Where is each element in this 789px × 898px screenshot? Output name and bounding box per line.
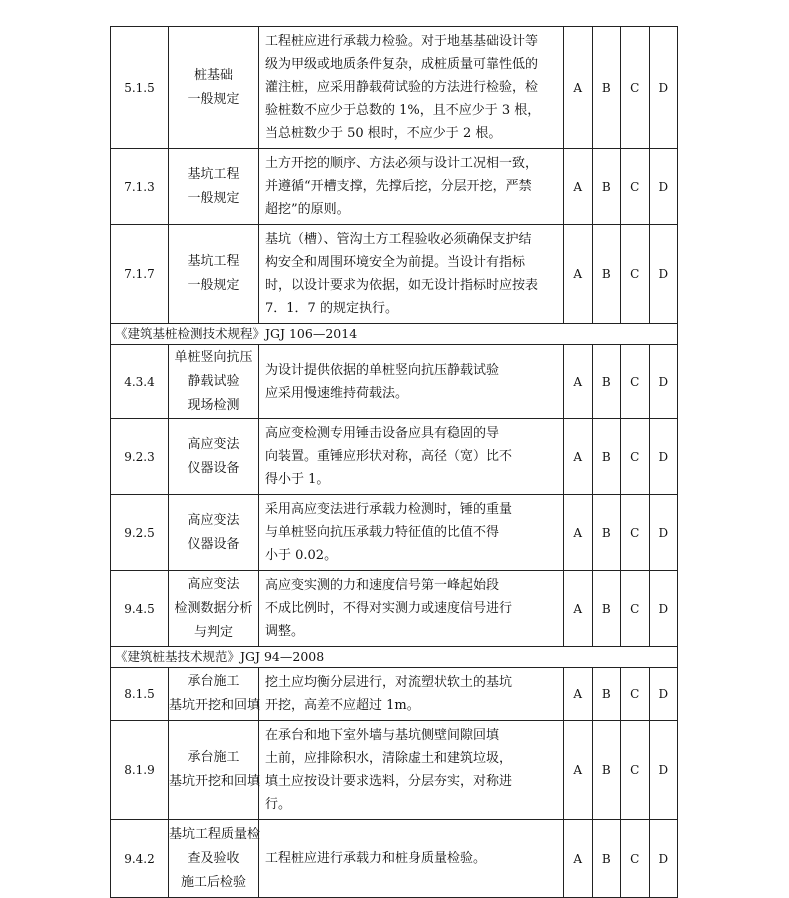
category-line: 承台施工 [187,750,240,765]
category-line: 高应变法 [187,576,240,592]
requirement-line: 高应变实测的力和速度信号第一峰起始段 [265,578,500,593]
requirement-line: 开挖，高差不应超过 1m。 [265,698,420,713]
requirement-text [259,721,564,820]
category-line: 仪器设备 [187,536,240,552]
clause-number: 4.3.4 [111,345,169,419]
requirement-text [259,419,564,495]
category-cell [169,820,259,898]
category-cell [169,495,259,571]
requirement-text [259,495,564,571]
grade-option-b[interactable]: B [592,149,621,225]
grade-option-a[interactable]: A [564,721,593,820]
category-cell [169,571,259,647]
grade-option-b[interactable]: B [592,419,621,495]
category-cell [169,27,259,149]
requirement-line: 向装置。重锤应形状对称，高径（宽）比不 [265,449,513,464]
requirement-line: 小于 0.02。 [265,548,338,563]
grade-option-b[interactable]: B [592,721,621,820]
requirement-text [259,27,564,149]
requirement-line: 高应变检测专用锤击设备应具有稳固的导 [265,426,500,441]
requirement-line: 工程桩应进行承载力和桩身质量检验。 [265,851,487,866]
clause-number: 9.2.5 [111,495,169,571]
category-line: 静载试验 [187,373,240,389]
grade-option-b[interactable]: B [592,820,621,898]
requirement-text [259,668,564,721]
requirement-line: 得小于 1。 [265,472,330,487]
grade-option-a[interactable]: A [564,668,593,721]
clause-number: 9.2.3 [111,419,169,495]
category-line: 现场检测 [187,397,240,413]
clause-number: 9.4.2 [111,820,169,898]
section-title: 《建筑桩基技术规范》JGJ 94—2008 [111,647,678,668]
grade-option-a[interactable]: A [564,495,593,571]
requirement-text [259,149,564,225]
clause-number: 5.1.5 [111,27,169,149]
requirement-line: 土方开挖的顺序、方法必须与设计工况相一致， [265,156,539,171]
grade-option-b[interactable]: B [592,668,621,721]
table-row [111,345,678,419]
table-body [111,27,678,898]
category-line: 一般规定 [187,91,240,107]
requirement-line: 灌注桩，应采用静载荷试验的方法进行检验，检 [265,80,539,95]
category-line: 与判定 [193,624,233,640]
standards-table [110,26,678,898]
section-header-row [111,647,678,668]
requirement-line: 在承台和地下室外墙与基坑侧壁间隙回填 [265,728,500,743]
requirement-line: 并遵循“开槽支撑，先撑后挖，分层开挖，严禁 [265,179,532,194]
requirement-line: 构安全和周围环境安全为前提。当设计有指标 [265,255,526,270]
category-cell [169,668,259,721]
grade-option-a[interactable]: A [564,225,593,324]
table-row [111,820,678,898]
grade-option-c[interactable]: C [621,571,650,647]
grade-option-b[interactable]: B [592,225,621,324]
requirement-line: 验桩数不应少于总数的 1%，且不应少于 3 根， [265,103,541,118]
requirement-text [259,820,564,898]
requirement-text [259,225,564,324]
grade-option-a[interactable]: A [564,820,593,898]
table-row [111,571,678,647]
grade-option-b[interactable]: B [592,27,621,149]
requirement-line: 7．1．7 的规定执行。 [265,301,398,316]
grade-option-a[interactable]: A [564,149,593,225]
grade-option-c[interactable]: C [621,225,650,324]
clause-number: 8.1.5 [111,668,169,721]
grade-option-b[interactable]: B [592,345,621,419]
requirement-line: 土前，应排除积水，清除虚土和建筑垃圾， [265,751,513,766]
category-cell [169,149,259,225]
category-line: 桩基础 [193,67,233,83]
grade-option-c[interactable]: C [621,27,650,149]
category-line: 查及验收 [187,850,240,866]
grade-option-c[interactable]: C [621,419,650,495]
grade-option-d[interactable]: D [649,668,678,721]
requirement-line: 填土应按设计要求选料，分层夯实，对称进 [265,774,513,789]
grade-option-b[interactable]: B [592,495,621,571]
table-row [111,721,678,820]
requirement-line: 超挖”的原则。 [265,202,350,217]
grade-option-a[interactable]: A [564,419,593,495]
category-line: 基坑工程 [187,166,240,182]
grade-option-a[interactable]: A [564,345,593,419]
clause-number: 7.1.3 [111,149,169,225]
category-line: 检测数据分析 [174,600,253,616]
requirement-line: 基坑（槽）、管沟土方工程验收必须确保支护结 [265,232,532,247]
table-row [111,27,678,149]
table-row [111,668,678,721]
grade-option-c[interactable]: C [621,820,650,898]
grade-option-c[interactable]: C [621,495,650,571]
requirement-line: 为设计提供依据的单桩竖向抗压静载试验 [265,362,500,378]
category-line: 基坑开挖和回填 [169,698,261,713]
category-line: 基坑工程质量检 [169,826,261,842]
grade-option-c[interactable]: C [621,149,650,225]
grade-option-d[interactable]: D [649,345,678,419]
grade-option-d[interactable]: D [649,571,678,647]
grade-option-d[interactable]: D [649,721,678,820]
category-line: 高应变法 [187,512,240,528]
table-row [111,149,678,225]
table-row [111,495,678,571]
requirement-line: 当总桩数少于 50 根时，不应少于 2 根。 [265,126,502,141]
requirement-line: 挖土应均衡分层进行，对流塑状软土的基坑 [265,675,513,690]
grade-option-d[interactable]: D [649,820,678,898]
requirement-text [259,345,564,419]
clause-number: 8.1.9 [111,721,169,820]
requirement-line: 应采用慢速维持荷载法。 [265,385,409,401]
grade-option-a[interactable]: A [564,571,593,647]
clause-number: 9.4.5 [111,571,169,647]
category-cell [169,345,259,419]
category-line: 仪器设备 [187,460,240,476]
requirement-line: 调整。 [265,624,305,639]
requirement-line: 行。 [265,797,292,812]
requirement-text [259,571,564,647]
requirement-line: 级为甲级或地质条件复杂，成桩质量可靠性低的 [265,57,539,72]
table-row [111,419,678,495]
grade-option-d[interactable]: D [649,495,678,571]
requirement-line: 不成比例时，不得对实测力或速度信号进行 [265,601,513,616]
category-line: 一般规定 [187,190,240,206]
category-cell [169,721,259,820]
section-header-row [111,324,678,345]
category-line: 一般规定 [187,278,240,293]
table-row [111,225,678,324]
grade-option-b[interactable]: B [592,571,621,647]
category-line: 基坑工程 [187,254,240,269]
category-line: 高应变法 [187,436,240,452]
grade-option-d[interactable]: D [649,419,678,495]
section-title: 《建筑基桩检测技术规程》JGJ 106—2014 [111,324,678,345]
grade-option-d[interactable]: D [649,149,678,225]
grade-option-c[interactable]: C [621,721,650,820]
grade-option-a[interactable]: A [564,27,593,149]
category-line: 基坑开挖和回填 [169,774,261,789]
category-cell [169,225,259,324]
category-line: 施工后检验 [180,874,246,890]
requirement-line: 与单桩竖向抗压承载力特征值的比值不得 [265,525,500,540]
grade-option-d[interactable]: D [649,225,678,324]
grade-option-d[interactable]: D [649,27,678,149]
clause-number: 7.1.7 [111,225,169,324]
category-line: 单桩竖向抗压 [174,349,253,365]
requirement-line: 工程桩应进行承载力检验。对于地基基础设计等 [265,34,539,49]
category-line: 承台施工 [187,674,240,689]
requirement-line: 时，以设计要求为依据，如无设计指标时应按表 [265,278,539,293]
category-cell [169,419,259,495]
grade-option-c[interactable]: C [621,345,650,419]
grade-option-c[interactable]: C [621,668,650,721]
requirement-line: 采用高应变法进行承载力检测时，锤的重量 [265,502,513,517]
